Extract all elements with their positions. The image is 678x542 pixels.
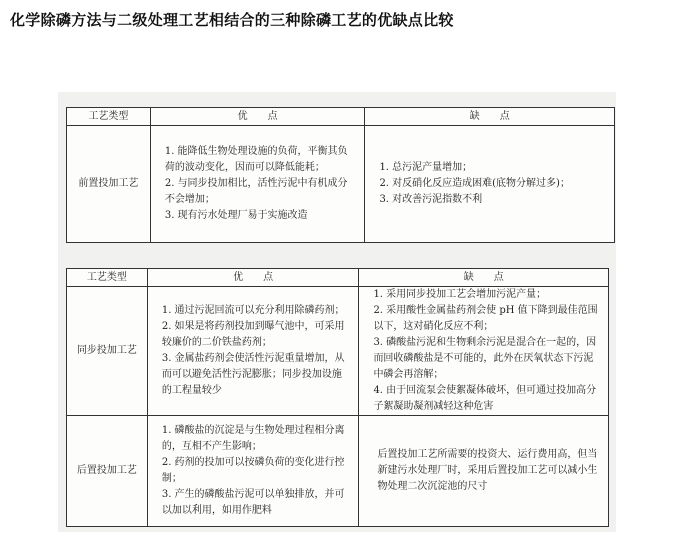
disadvantages-cell: [359, 416, 609, 527]
advantage-item: 1. 磷酸盐的沉淀是与生物处理过程相分离的，互相不产生影响；: [161, 425, 345, 452]
header-advantages: 优 点: [147, 269, 359, 287]
process-type: 同步投加工艺: [67, 287, 148, 416]
advantage-item: 2. 如果是将药剂投加到曝气池中，可采用较廉价的二价铁盐药剂；: [161, 321, 345, 348]
disadvantage-item: 4. 由于回流泵会使絮凝体破坏，但可通过投加高分子絮凝助凝剂减轻这种危害: [373, 385, 597, 412]
advantage-item: 1. 能降低生物处理设施的负荷，平衡其负荷的波动变化，因而可以降低能耗；: [164, 146, 348, 173]
advantage-item: 1. 通过污泥回流可以充分利用除磷药剂；: [161, 305, 345, 316]
disadvantages-cell: [365, 126, 615, 243]
disadvantage-item: 1. 采用同步投加工艺会增加污泥产量；: [373, 289, 547, 300]
process-type: 前置投加工艺: [67, 126, 151, 243]
advantage-item: 3. 现有污水处理厂易于实施改造: [164, 210, 308, 221]
header-disadvantages: 缺 点: [359, 269, 609, 287]
table-header-row: [67, 269, 609, 287]
disadvantage-item: 3. 对改善污泥指数不利: [379, 194, 483, 205]
comparison-table-1: [66, 107, 615, 243]
advantages-cell: [150, 126, 365, 243]
table-row: [67, 416, 609, 527]
header-advantages: 优 点: [150, 108, 365, 126]
table-row: [67, 126, 615, 243]
disadvantages-cell: [359, 287, 609, 416]
disadvantage-item: 3. 磷酸盐污泥和生物剩余污泥是混合在一起的，因而回收磷酸盐是不可能的，此外在厌氧状态下污泥中磷会再溶解；: [373, 337, 597, 380]
header-type: 工艺类型: [67, 269, 148, 287]
disadvantage-item: 2. 对反硝化反应造成困难(底物分解过多)；: [379, 178, 570, 189]
advantages-cell: [147, 416, 359, 527]
header-type: 工艺类型: [67, 108, 151, 126]
table-row: [67, 287, 609, 416]
advantage-item: 2. 与同步投加相比，活性污泥中有机成分不会增加；: [164, 178, 348, 205]
advantage-item: 3. 金属盐药剂会使活性污泥重量增加，从而可以避免活性污泥膨胀；同步投加设施的工程量较少: [161, 353, 345, 396]
disadvantage-item: 1. 总污泥产量增加；: [379, 162, 473, 173]
disadvantage-item: 后置投加工艺所需要的投资大、运行费用高，但当新建污水处理厂时，采用后置投加工艺可以减小生物处理二次沉淀池的尺寸: [377, 449, 598, 492]
advantage-item: 3. 产生的磷酸盐污泥可以单独排放，并可以加以利用，如用作肥料: [161, 489, 345, 516]
page-title: 化学除磷方法与二级处理工艺相结合的三种除磷工艺的优缺点比较: [10, 11, 454, 29]
advantage-item: 2. 药剂的投加可以按磷负荷的变化进行控制；: [161, 457, 345, 484]
disadvantage-item: 2. 采用酸性金属盐药剂会使 pH 值下降到最佳范围以下，这对硝化反应不利；: [373, 305, 598, 332]
advantages-cell: [147, 287, 359, 416]
process-type: 后置投加工艺: [67, 416, 148, 527]
table-header-row: [67, 108, 615, 126]
header-disadvantages: 缺 点: [365, 108, 615, 126]
comparison-table-2: [66, 268, 609, 527]
